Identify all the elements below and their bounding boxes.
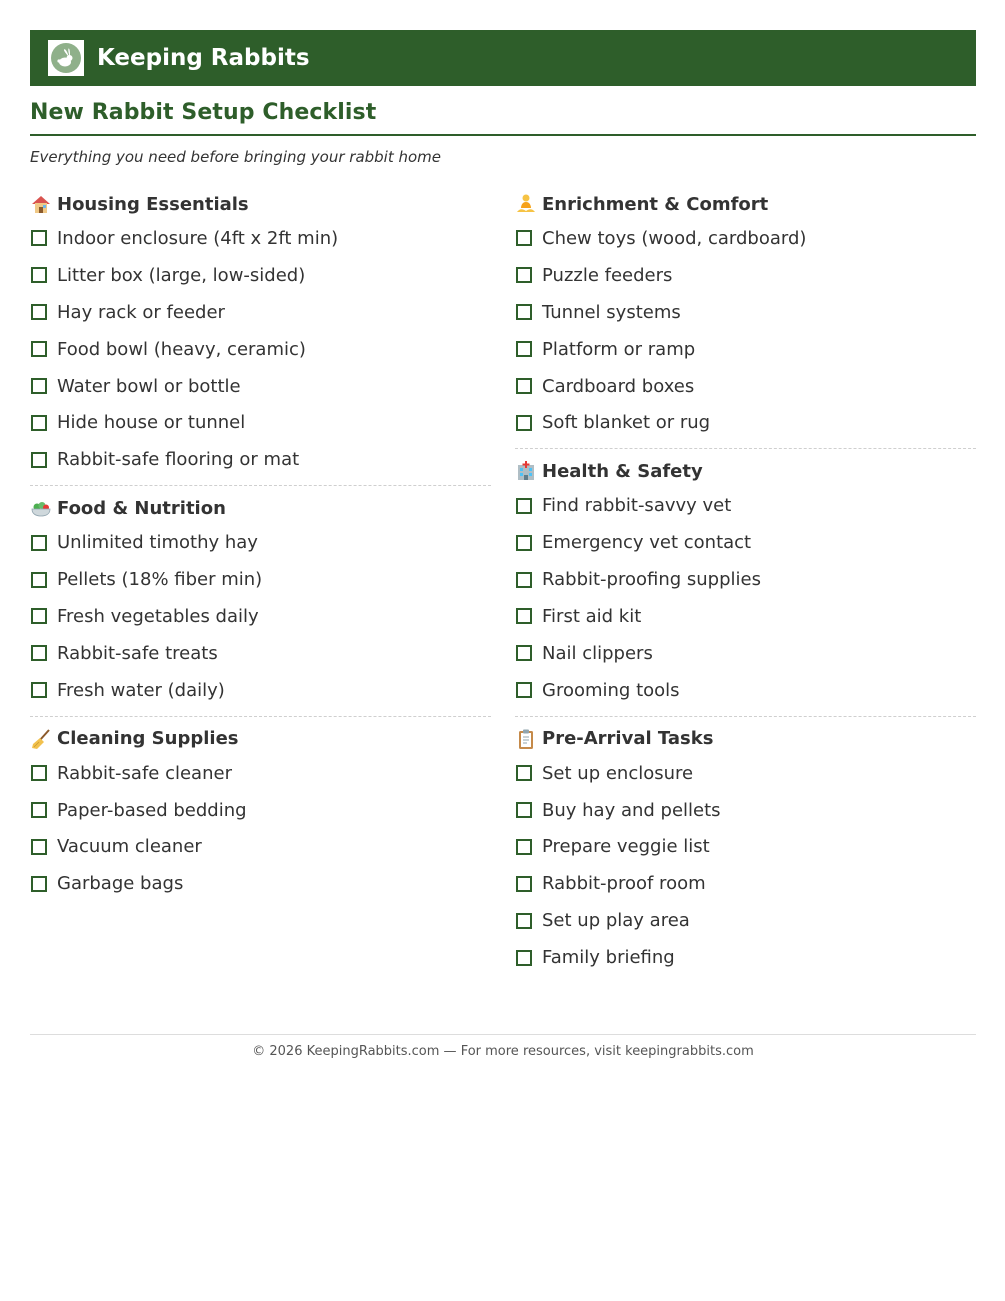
salad-icon (30, 497, 52, 519)
section-header (515, 723, 976, 755)
item-label: Food bowl (heavy, ceramic) (57, 338, 306, 360)
checkbox[interactable] (516, 378, 532, 394)
checkbox[interactable] (516, 765, 532, 781)
section-title: Enrichment & Comfort (542, 193, 769, 215)
checklist-item (515, 524, 976, 561)
checkbox[interactable] (516, 913, 532, 929)
site-header (30, 30, 976, 86)
section-title: Pre-Arrival Tasks (542, 728, 714, 750)
item-label: First aid kit (542, 605, 642, 627)
checklist-item (30, 561, 491, 598)
checkbox[interactable] (31, 876, 47, 892)
checklist-item (515, 331, 976, 368)
item-label: Rabbit-safe flooring or mat (57, 449, 300, 471)
item-label: Fresh water (daily) (57, 679, 225, 701)
item-label: Chew toys (wood, cardboard) (542, 227, 807, 249)
checklist-item (515, 672, 976, 709)
footer-divider (30, 1034, 976, 1035)
item-label: Indoor enclosure (4ft x 2ft min) (57, 227, 339, 249)
item-label: Unlimited timothy hay (57, 532, 258, 554)
section-health (515, 455, 976, 716)
checklist-item (515, 257, 976, 294)
section-title: Cleaning Supplies (57, 728, 239, 750)
item-label: Soft blanket or rug (542, 412, 711, 434)
item-label: Find rabbit-savvy vet (542, 495, 732, 517)
checkbox[interactable] (31, 645, 47, 661)
checklist-item (515, 598, 976, 635)
item-label: Nail clippers (542, 642, 653, 664)
checklist-item (515, 939, 976, 976)
checkbox[interactable] (516, 572, 532, 588)
section-housing (30, 188, 491, 486)
right-column (515, 188, 976, 989)
item-label: Prepare veggie list (542, 836, 710, 858)
item-label: Water bowl or bottle (57, 375, 241, 397)
person-relaxing-icon (515, 193, 537, 215)
section-prearrival (515, 723, 976, 983)
checkbox[interactable] (31, 267, 47, 283)
item-label: Platform or ramp (542, 338, 696, 360)
checklist-item (30, 220, 491, 257)
checkbox[interactable] (516, 304, 532, 320)
checkbox[interactable] (516, 682, 532, 698)
checkbox[interactable] (31, 682, 47, 698)
item-label: Grooming tools (542, 679, 680, 701)
checkbox[interactable] (516, 498, 532, 514)
checkbox[interactable] (516, 950, 532, 966)
item-label: Emergency vet contact (542, 532, 752, 554)
section-header (30, 492, 491, 524)
checkbox[interactable] (31, 415, 47, 431)
checklist-item (515, 220, 976, 257)
checkbox[interactable] (31, 452, 47, 468)
checklist-item (30, 331, 491, 368)
item-label: Rabbit-proof room (542, 873, 706, 895)
checklist-item (515, 487, 976, 524)
checkbox[interactable] (516, 608, 532, 624)
section-title: Housing Essentials (57, 193, 249, 215)
checkbox[interactable] (31, 304, 47, 320)
section-title: Food & Nutrition (57, 497, 226, 519)
checkbox[interactable] (31, 839, 47, 855)
item-label: Fresh vegetables daily (57, 605, 259, 627)
item-label: Vacuum cleaner (57, 836, 202, 858)
checklist-item (30, 368, 491, 405)
checkbox[interactable] (31, 378, 47, 394)
item-label: Litter box (large, low-sided) (57, 264, 306, 286)
checklist-item (515, 404, 976, 441)
checklist-item (30, 294, 491, 331)
item-label: Hide house or tunnel (57, 412, 246, 434)
checkbox[interactable] (31, 608, 47, 624)
page-subtitle: Everything you need before bringing your rabbit home (30, 148, 442, 166)
checklist-item (515, 902, 976, 939)
section-header (30, 188, 491, 220)
section-enrichment (515, 188, 976, 449)
section-header (515, 455, 976, 487)
checklist-item (30, 635, 491, 672)
checklist-item (515, 792, 976, 829)
checkbox[interactable] (31, 572, 47, 588)
checkbox[interactable] (31, 230, 47, 246)
checklist-item (30, 257, 491, 294)
item-label: Set up play area (542, 910, 690, 932)
checkbox[interactable] (516, 341, 532, 357)
item-label: Puzzle feeders (542, 264, 673, 286)
item-label: Hay rack or feeder (57, 301, 225, 323)
checkbox[interactable] (31, 341, 47, 357)
item-label: Buy hay and pellets (542, 799, 721, 821)
checklist-item (515, 755, 976, 792)
checkbox[interactable] (516, 415, 532, 431)
title-divider (30, 134, 976, 136)
item-label: Paper-based bedding (57, 799, 247, 821)
checklist-item (30, 524, 491, 561)
checkbox[interactable] (516, 839, 532, 855)
clipboard-icon (515, 728, 537, 750)
item-label: Rabbit-proofing supplies (542, 569, 761, 591)
checklist-item (515, 865, 976, 902)
item-label: Pellets (18% fiber min) (57, 569, 263, 591)
page-title: New Rabbit Setup Checklist (30, 100, 377, 125)
section-title: Health & Safety (542, 460, 703, 482)
checkbox[interactable] (31, 535, 47, 551)
checkbox[interactable] (516, 267, 532, 283)
section-food (30, 492, 491, 716)
left-column (30, 188, 491, 915)
section-header (30, 723, 491, 755)
item-label: Set up enclosure (542, 762, 694, 784)
footer-text: © 2026 KeepingRabbits.com — For more resources, visit keepingrabbits.com (252, 1044, 754, 1059)
checklist-item (515, 368, 976, 405)
hospital-icon (515, 460, 537, 482)
item-label: Tunnel systems (542, 301, 681, 323)
item-label: Family briefing (542, 947, 675, 969)
checkbox[interactable] (516, 802, 532, 818)
checklist-item (30, 828, 491, 865)
checklist-item (515, 294, 976, 331)
checkbox[interactable] (516, 876, 532, 892)
item-label: Rabbit-safe cleaner (57, 762, 232, 784)
checklist-item (30, 865, 491, 902)
checklist-item (30, 792, 491, 829)
checkbox[interactable] (31, 802, 47, 818)
house-icon (30, 193, 52, 215)
checklist-item (515, 828, 976, 865)
section-cleaning (30, 723, 491, 910)
broom-icon (30, 728, 52, 750)
item-label: Cardboard boxes (542, 375, 695, 397)
item-label: Rabbit-safe treats (57, 642, 218, 664)
checkbox[interactable] (516, 645, 532, 661)
rabbit-logo-icon (48, 40, 84, 76)
item-label: Garbage bags (57, 873, 184, 895)
checklist-item (30, 598, 491, 635)
site-title: Keeping Rabbits (97, 45, 310, 71)
checkbox[interactable] (31, 765, 47, 781)
checklist-item (515, 561, 976, 598)
checklist-item (30, 672, 491, 709)
checkbox[interactable] (516, 535, 532, 551)
checklist-item (515, 635, 976, 672)
section-header (515, 188, 976, 220)
checklist-item (30, 755, 491, 792)
checkbox[interactable] (516, 230, 532, 246)
checklist-item (30, 441, 491, 478)
checklist-item (30, 404, 491, 441)
